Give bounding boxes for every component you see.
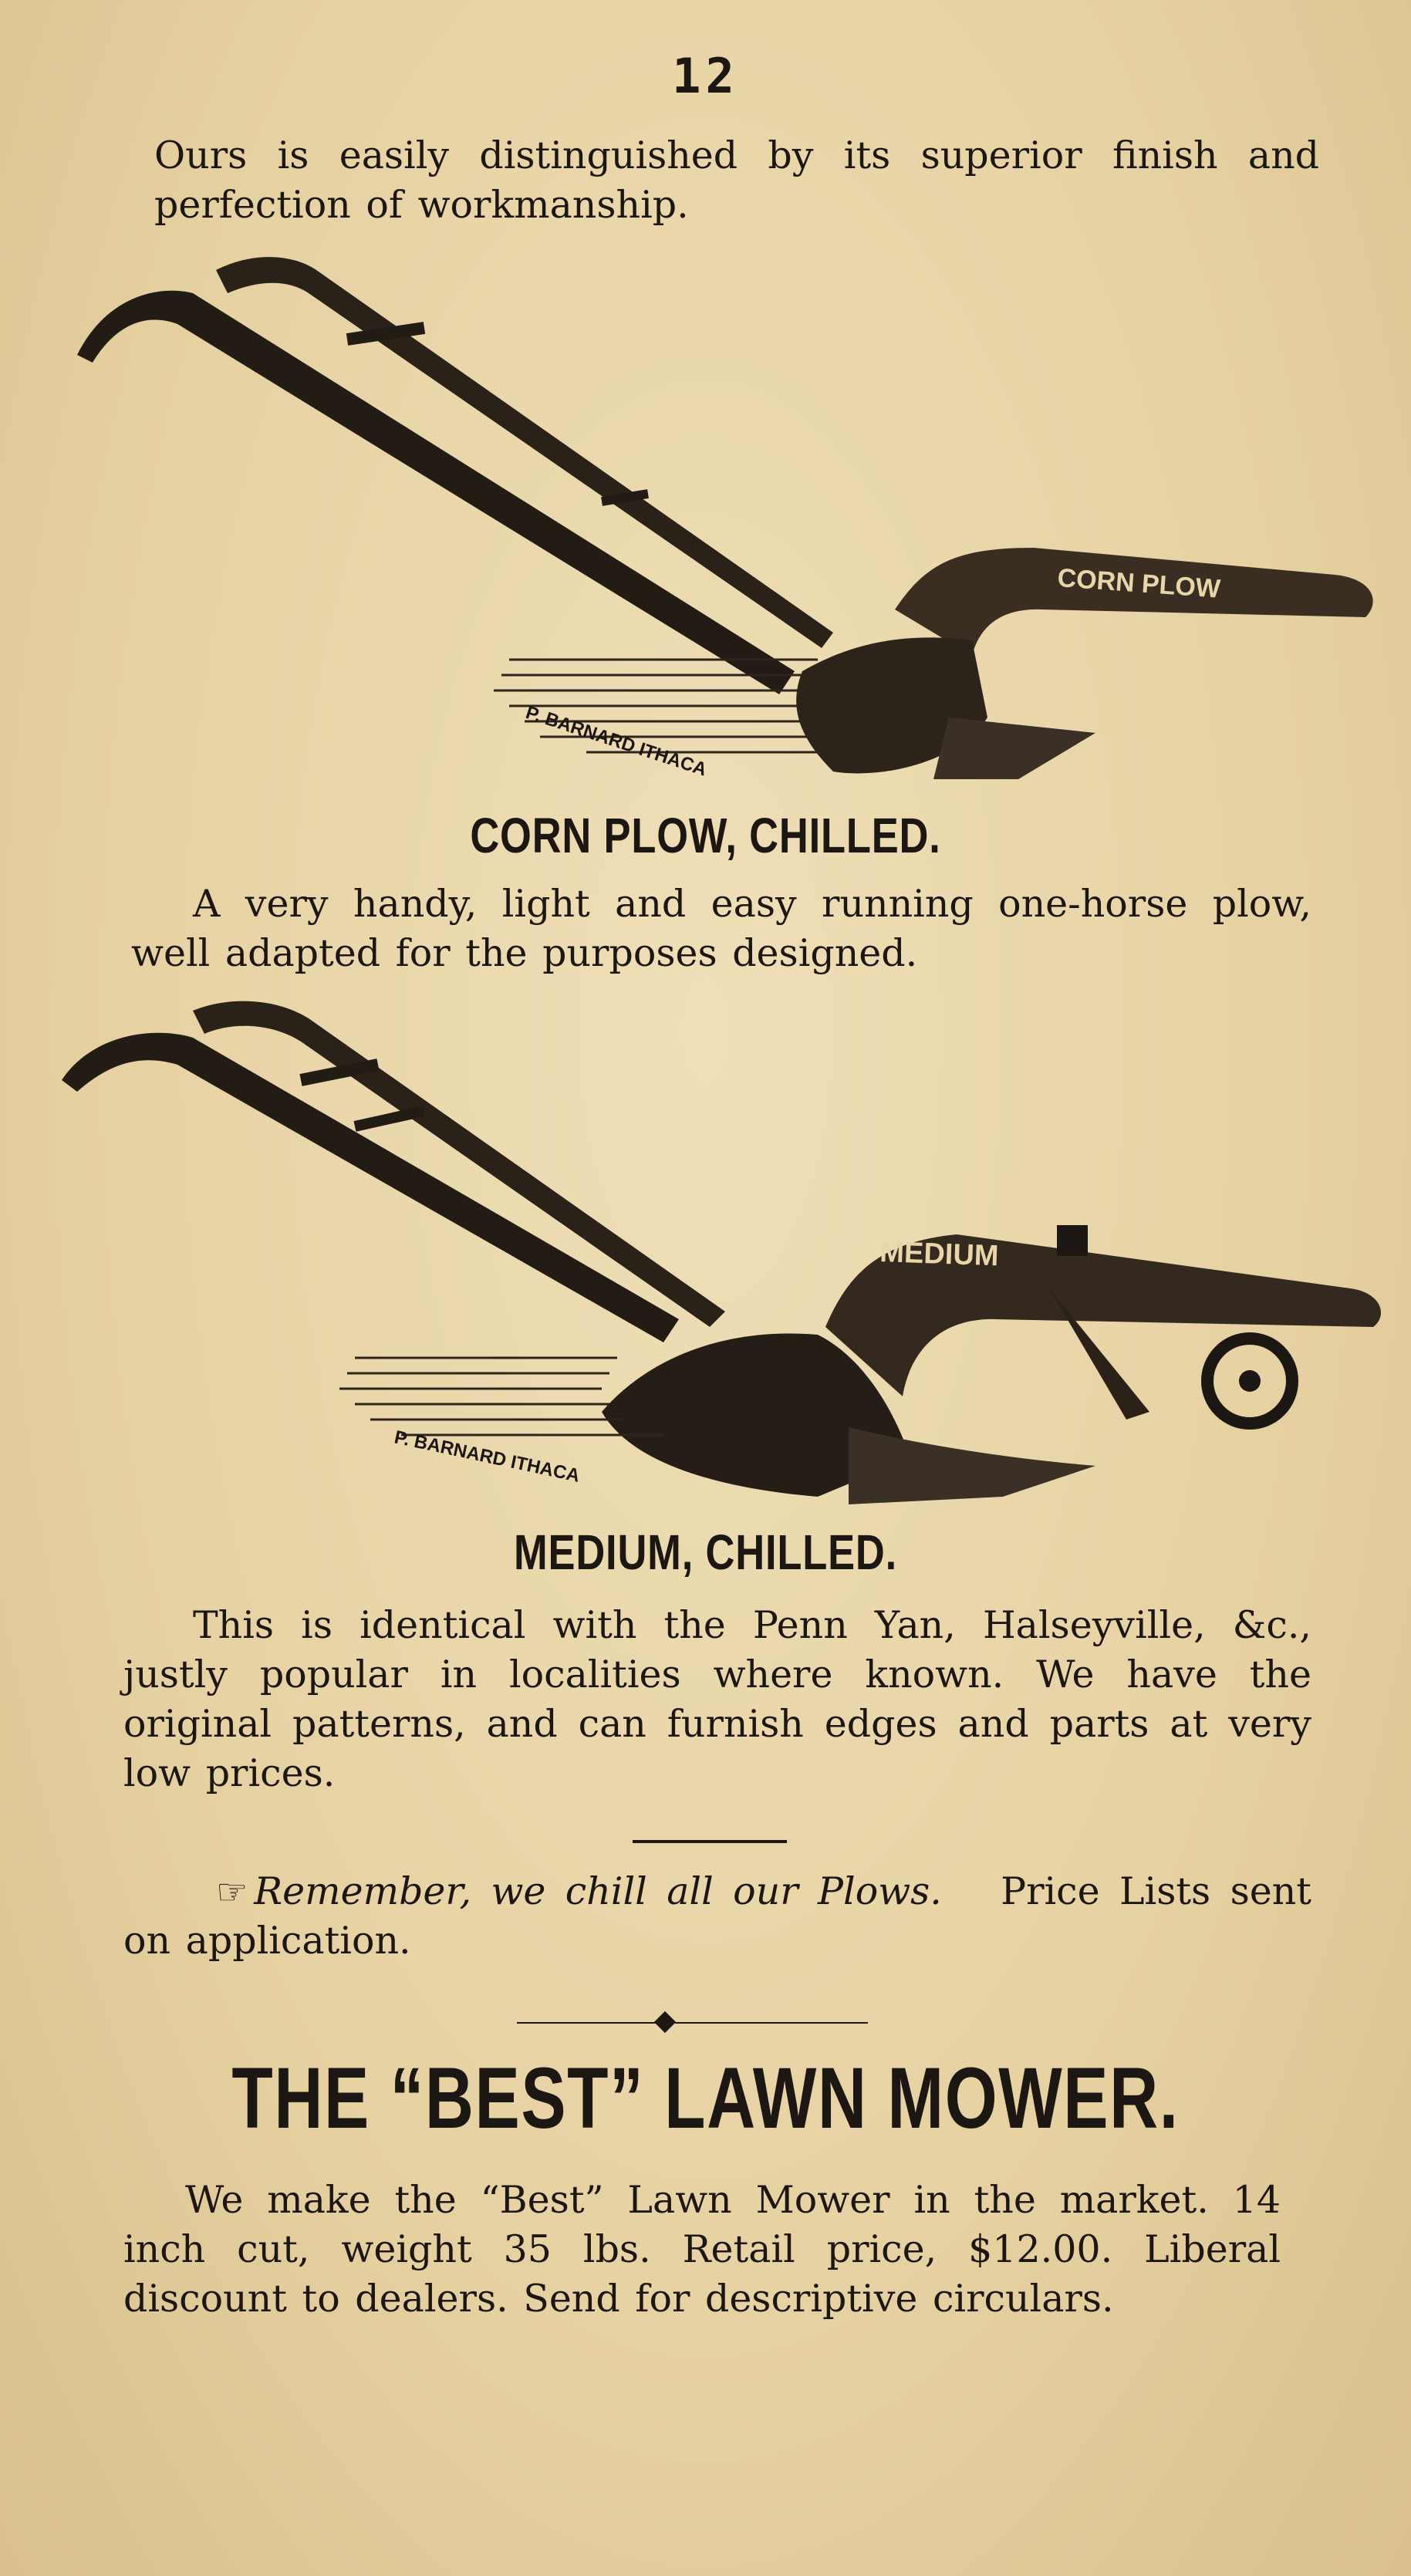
medium-plow-description: This is identical with the Penn Yan, Halseyville, &c., justly popular in localities where known. We have the original patterns, and can furnish edges and parts at very low prices. xyxy=(123,1603,1311,1795)
page-number: 12 xyxy=(672,48,739,104)
corn-plow-maker-stamp: P. BARNARD ITHACA xyxy=(523,702,710,781)
corn-plow-beam-label: CORN PLOW xyxy=(1056,563,1222,604)
corn-plow-handle-left xyxy=(77,291,795,694)
ornament-rule-left xyxy=(517,2022,656,2024)
corn-plow-handle-right xyxy=(216,257,833,648)
pointing-hand-icon: ☞ xyxy=(216,1871,248,1913)
reminder-text: Price Lists sent on application. xyxy=(123,1869,1311,1963)
lawn-mower-description: We make the “Best” Lawn Mower in the market. 14 inch cut, weight 35 lbs. Retail price, $12.00. Liberal discount to dealers. Send for descriptive circulars. xyxy=(123,2178,1281,2321)
ornament-diamond xyxy=(654,2011,676,2033)
medium-plow-illustration xyxy=(46,995,1389,1520)
corn-plow-beam xyxy=(895,548,1373,656)
intro-paragraph: Ours is easily distinguished by its superior finish and perfection of workmanship. xyxy=(154,133,1319,227)
medium-plow-handle-right xyxy=(193,1001,725,1327)
medium-plow-title: MEDIUM, CHILLED. xyxy=(513,1524,898,1580)
medium-plow-maker-stamp: P. BARNARD ITHACA xyxy=(392,1426,582,1487)
corn-plow-description: A very handy, light and easy running one-horse plow, well adapted for the purposes designed. xyxy=(131,882,1311,975)
reminder-paragraph xyxy=(123,1867,1311,1966)
section-divider xyxy=(633,1840,787,1843)
medium-plow-beam-label: MEDIUM xyxy=(879,1236,1000,1273)
reminder-italic: Remember, we chill all our Plows. xyxy=(254,1869,942,1913)
ornament-rule-right xyxy=(675,2022,868,2024)
corn-plow-title: CORN PLOW, CHILLED. xyxy=(470,808,941,863)
corn-plow-illustration xyxy=(62,239,1389,795)
lawn-mower-title: THE “BEST” LAWN MOWER. xyxy=(231,2050,1180,2146)
